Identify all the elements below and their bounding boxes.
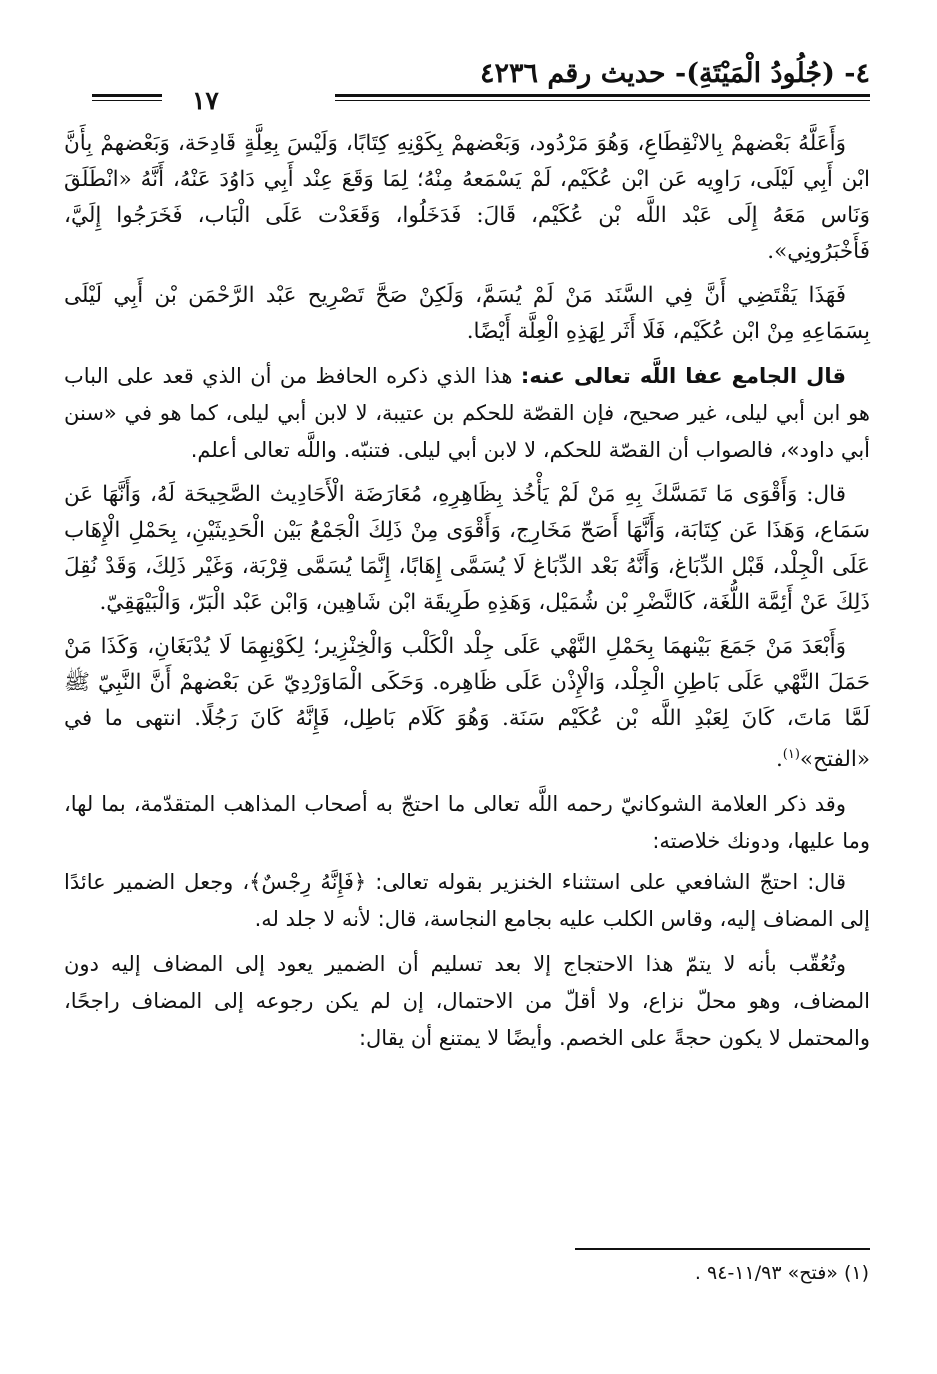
page-number: ١٧ [192,86,219,115]
paragraph-rebuttal: وتُعُقّب بأنه لا يتمّ هذا الاحتجاج إلا بعد تسليم أن الضمير يعود إلى المضاف إليه دون المضاف، وهو محلّ نزاع، ولا أقلّ من الاحتمال، إن لم يكن رجوعه إلى المضاف راجحًا، والمحتمل لا يكون حجةً على الخصم. وأيضًا لا يمتنع أن يقال: [64,952,870,1051]
jami-note-text: هذا الذي ذكره الحافظ من أن الذي قعد على الباب هو ابن أبي ليلى، غير صحيح، فإن القصّة للحكم بن عتيبة، لا لابن أبي ليلى، كما هو في «سنن أبي داود»، فالصواب أن القصّة للحكم، لا لابن أبي ليلى. فتنبّه. واللَّه تعالى أعلم. [64,364,870,462]
paragraph-shawkani-intro: وقد ذكر العلامة الشوكانيّ رحمه اللَّه تعالى ما احتجّ به أصحاب المذاهب المتقدّمة، بما لها، وما عليها، ودونك خلاصته: [64,792,870,854]
jami-note [64,358,870,469]
jami-note-lead: قال الجامع عفا اللَّه تعالى عنه: [520,364,846,388]
paragraph-fath-4: وَأَبْعَدَ مَنْ جَمَعَ بَيْنهمَا بِحَمْلِ النَّهْي عَلَى جِلْد الْكَلْب وَالْخِنْزِير؛ لِكَوْنِهِمَا لَا يُدْبَغَانِ، وَكَذَا مَنْ حَمَلَ النَّهْي عَلَى بَاطِنِ الْجِلْد، وَالْإِذْن عَلَى ظَاهِره. وَحَكَى الْمَاوَرْدِيّ عَن بَعْضهمْ أَنَّ النَّبِيّ ﷺ لَمَّا مَاتَ، كَانَ لِعَبْدِ اللَّه بْن عُكَيْم سَنَة. وَهُوَ كَلَام بَاطِل، فَإِنَّهُ كَانَ رَجُلًا. انتهى ما في «الفتح»$^{(١)}$. [64,634,870,773]
header-rule-short [92,94,162,101]
paragraph-fath-4-text: وَأَبْعَدَ مَنْ جَمَعَ بَيْنهمَا بِحَمْلِ النَّهْي عَلَى جِلْد الْكَلْب وَالْخِنْزِير؛ لِكَوْنِهِمَا لَا يُدْبَغَانِ، وَكَذَا مَنْ حَمَلَ النَّهْي عَلَى بَاطِنِ الْجِلْد، وَالْإِذْن عَلَى ظَاهِره. وَحَكَى الْمَاوَرْدِيّ عَن بَعْضهمْ أَنَّ النَّبِيّ ﷺ لَمَّا مَاتَ، كَانَ لِعَبْدِ اللَّه بْن عُكَيْم سَنَة. وَهُوَ كَلَام بَاطِل، فَإِنَّهُ كَانَ رَجُلًا. انتهى ما في «الفتح» [64,634,870,773]
footnote-marker: (١) [782,747,800,762]
paragraph-fath-1: وَأَعَلَّهُ بَعْضهمْ بِالانْقِطَاعِ، وَهُوَ مَرْدُود، وَبَعْضهمْ بِكَوْنِهِ كِتَابًا، وَلَيْسَ بِعِلَّةٍ قَادِحَة، وَبَعْضهمْ بِأَنَّ ابْن أَبِي لَيْلَى، رَاوِيه عَن ابْن عُكَيْم، لَمْ يَسْمَعهُ مِنْهُ؛ لِمَا وَقَعَ عِنْد أَبِي دَاوُدَ عَنْهُ، أَنَّهُ «انْطَلَقَ وَنَاس مَعَهُ إِلَى عَبْد اللَّه بْن عُكَيْم، قَالَ: فَدَخَلُوا، وَقَعَدْت عَلَى الْبَاب، فَخَرَجُوا إِلَيَّ، فَأَخْبَرُونِي». [64,131,870,264]
paragraph-fath-2: فَهَذَا يَقْتَضِي أَنَّ فِي السَّنَد مَنْ لَمْ يُسَمَّ، وَلَكِنْ صَحَّ تَصْرِيح عَبْد الرَّحْمَن بْن أَبِي لَيْلَى بِسَمَاعِهِ مِنْ ابْن عُكَيْم، فَلَا أَثَر لِهَذِهِ الْعِلَّة أَيْضًا. [64,283,870,344]
header-rule [335,94,870,101]
chapter-title: ٤- (جُلُودُ الْمَيْتَةِ)- حديث رقم ٤٢٣٦ [479,58,870,89]
paragraph-fath-3: قال: وَأَقْوَى مَا تَمَسَّكَ بِهِ مَنْ لَمْ يَأْخُذ بِظَاهِرِهِ، مُعَارَضَة الْأَحَادِيث الصَّحِيحَة لَهُ، وَأَنَّهَا عَن سَمَاع، وَهَذَا عَن كِتَابَة، وَأَنَّهَا أَصَحّ مَخَارِج، وَأَقْوَى مِنْ ذَلِكَ الْجَمْعُ بَيْن الْحَدِيثَيْنِ، بِحَمْلِ الْإِهَاب عَلَى الْجِلْد، قَبْل الدِّبَاغ، وَأَنَّهُ بَعْد الدِّبَاغ لَا يُسَمَّى إِهَابًا، إِنَّمَا يُسَمَّى قِرْبَة، وَغَيْر ذَلِكَ، وَقَدْ نُقِلَ ذَلِكَ عَنْ أَئِمَّة اللُّغَة، كَالنَّضْرِ بْن شُمَيْل، وَهَذِهِ طَرِيقَة ابْن شَاهِين، وَابْن عَبْد الْبَرّ، وَالْبَيْهَقِيّ. [64,482,870,615]
footnote: (١) «فتح» ١١/٩٣-٩٤ . [694,1262,869,1284]
footnote-rule [575,1248,870,1250]
page-body [64,126,870,1065]
page-header [92,58,870,115]
paragraph-shafii: قال: احتجّ الشافعي على استثناء الخنزير بقوله تعالى: ﴿فَإِنَّهُ رِجْسٌ﴾، وجعل الضمير عائدًا إلى المضاف إليه، وقاس الكلب عليه بجامع النجاسة، قال: لأنه لا جلد له. [64,870,870,932]
